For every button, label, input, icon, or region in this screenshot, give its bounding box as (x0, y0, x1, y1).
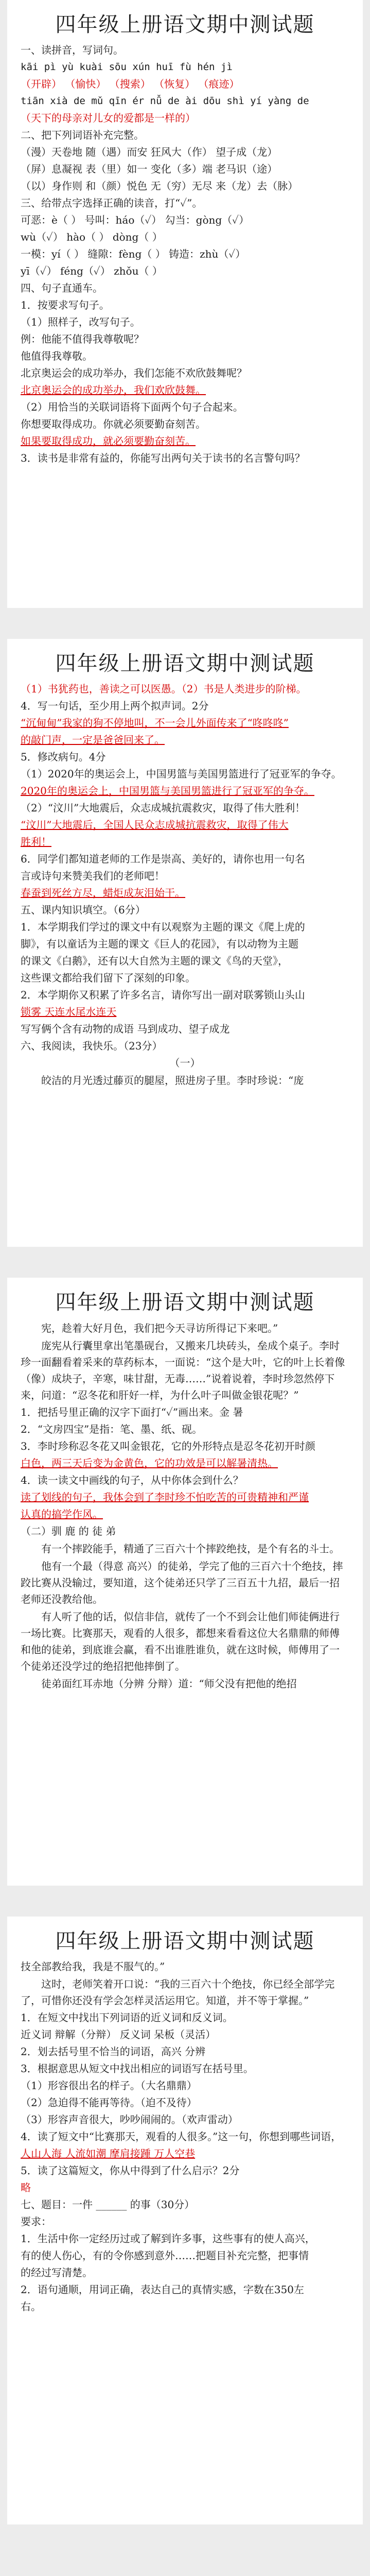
text-line: 读了划线的句子，我体会到了李时珍不怕吃苦的可贵精神和严谨 (21, 1491, 309, 1503)
text-line: 3．李时珍称忍冬花又叫金银花，它的外形特点是忍冬花初开时颜 (21, 1440, 315, 1452)
text-line: （一） (169, 1057, 201, 1069)
text-line: wù（✓） hào（ ） dòng（ ） (21, 231, 163, 243)
text-line: （1）照样子，改写句子。 (21, 316, 140, 328)
text-line: 1．生活中你一定经历过或了解到许多事，这些事有的使人高兴， (21, 2232, 315, 2245)
page-2 (7, 639, 363, 1247)
text-line: 有的使人伤心，有的令你感到意外……把题目补充完整，把事情 (21, 2249, 309, 2262)
text-line: 这些课文都给我们留下了深刻的印象。 (21, 972, 196, 984)
text-line: （漫）天卷地 随（遇）而安 狂风大（作） 望子成（龙） (21, 146, 278, 158)
text-line: 右。 (21, 2300, 41, 2313)
text-line: “汶川”大地震后，全国人民众志成城抗震救灾，取得了伟大 (21, 819, 289, 831)
text-line: 二、把下列词语补充完整。 (21, 129, 144, 141)
text-line: 1．在短文中找出下列词语的近义词和反义词。 (21, 2011, 233, 2024)
question-list (21, 1959, 349, 2315)
text-line: 庞宪从行囊里拿出笔墨砚台，又搬来几块砖头，垒成个桌子。李时珍一面翻看着采来的草药标本，一面说：“这个是大叶，它的叶上长着像（像）成块子，辛寒，味甘甜，无毒……”说着说着，李时珍忽然停下来，问道：“忍冬花和肝好一样，为什么叶子叫做金银花呢？” (21, 1340, 345, 1401)
question-list (21, 681, 349, 1089)
text-line: 白色，两三天后变为金黄色，它的功效是可以解暑清热。 (21, 1457, 278, 1469)
text-line: tiān xià de mǔ qīn ér nǚ de ài dōu shì yí yàng de (21, 95, 309, 107)
text-line: 可恶：è（ ） 号叫：háo（✓） 勾当：gòng（✓） (21, 214, 250, 226)
text-line: 一、读拼音，写词句。 (21, 44, 124, 56)
text-line: 北京奥运会的成功举办，我们欢欣鼓舞。 (21, 384, 206, 396)
text-line: 胜利！ (21, 836, 51, 848)
text-line: 你想要取得成功。你就必须要勤奋刻苦。 (21, 418, 206, 430)
text-line: （3）形容声音很大，吵吵闹闹的。（欢声雷动） (21, 2113, 238, 2126)
text-line: 徒弟面红耳赤地（分辨 分辩）道：“师父没有把他的绝招 (41, 1677, 297, 1690)
text-line: 春蚕到死丝方尽，蜡炬成灰泪始干。 (21, 887, 185, 899)
page-4 (7, 1917, 363, 2524)
text-line: 锁雾 天连水尾水连天 (21, 1006, 117, 1018)
text-line: （天下的母亲对儿女的爱都是一样的） (21, 112, 196, 124)
text-line: 1．按要求写句子。 (21, 299, 110, 311)
text-line: 宪，趁着大好月色，我们把今天寻访所得记下来吧。” (41, 1322, 278, 1334)
text-line: （1）书犹药也，善读之可以医愚。（2）书是人类进步的阶梯。 (21, 683, 307, 695)
page-title: 四年级上册语文期中测试题 (55, 13, 315, 37)
text-line: 例：他能不值得我尊敬呢？ (21, 333, 144, 345)
text-line: kāi pì yù kuài sōu xún huī fù hén jì (21, 61, 233, 73)
text-line: 的课文《白鹅》，还有以大自然为主题的课文《鸟的天堂》， (21, 955, 288, 967)
text-line: 人山人海 人流如潮 摩肩接踵 万人空巷 (21, 2147, 196, 2160)
text-line: 2．本学期你又积累了许多名言，请你写出一副对联雾锁山头山 (21, 989, 305, 1001)
question-list (21, 42, 349, 466)
text-line: 1．本学期我们学过的课文中有以观察为主题的课文《爬上虎的 (21, 921, 305, 933)
text-line: 2．“文房四宝”是指：笔、墨、纸、砚。 (21, 1423, 203, 1435)
text-line: 六、我阅读，我快乐。（23分） (21, 1040, 163, 1052)
text-line: 有一个摔跤能手，精通了三百六十个摔跤绝技，是个有名的斗士。 (41, 1543, 340, 1555)
text-line: 5．读了这篇短文，你从中得到了什么启示？2分 (21, 2164, 240, 2177)
text-line: yī（✓） féng（✓） zhǒu（ ） (21, 265, 163, 277)
text-line: 技全部教给我，我是不服气的。” (21, 1960, 165, 1973)
text-line: 2．划去括号里不恰当的词语，高兴 分辨 (21, 2045, 206, 2058)
text-line: （以）身作则 和（颜）悦色 无（穷）无尽 来（龙）去（脉） (21, 180, 298, 192)
text-line: （屏）息凝视 表（里）如一 变化（多）端 老马识（途） (21, 163, 278, 175)
page-title: 四年级上册语文期中测试题 (55, 652, 315, 675)
text-line: 1．把括号里正确的汉字下面打“✓”画出来。金 暑 (21, 1406, 243, 1418)
text-line: 5．修改病句。4分 (21, 751, 106, 763)
text-line: 要求： (21, 2215, 51, 2228)
text-line: （1）形容很出名的样子。（大名鼎鼎） (21, 2079, 197, 2092)
page-title: 四年级上册语文期中测试题 (55, 1291, 315, 1314)
question-list (21, 1320, 349, 1692)
text-line: 4．写一句话，至少用上两个拟声词。2分 (21, 700, 209, 712)
text-line: 这时，老师笑着开口说：“我的三百六十个绝技，你已经全部学完了，可惜你还没有学会怎样灵活运用它。知道，并不等于掌握。” (21, 1978, 335, 2007)
text-line: 言或诗句来赞美我们的老师吧！ (21, 870, 165, 882)
text-line: 2．语句通顺，用词正确，表达自己的真情实感，字数在350左 (21, 2283, 304, 2296)
text-line: 3．读书是非常有益的，你能写出两句关于读书的名言警句吗？ (21, 452, 305, 464)
text-line: 三、给带点字选择正确的读音，打“✓”。 (21, 197, 203, 209)
text-line: 北京奥运会的成功举办，我们怎能不欢欣鼓舞呢？ (21, 367, 247, 379)
page-3 (7, 1278, 363, 1886)
text-line: 的敲门声，一定是爸爸回来了。 (21, 734, 165, 746)
text-line: 6．同学们都知道老师的工作是崇高、美好的，请你也用一句名 (21, 853, 305, 865)
text-line: 他值得我尊敬。 (21, 350, 93, 362)
text-line: 七、题目：一件 ______ 的事（30分） (21, 2198, 195, 2211)
text-line: （开辟） （愉快） （搜索） （恢复） （痕迹） (21, 78, 240, 90)
page-title: 四年级上册语文期中测试题 (55, 1929, 315, 1953)
text-line: 4．读一读文中画线的句子，从中你体会到什么？ (21, 1474, 243, 1486)
text-line: 略 (21, 2181, 31, 2194)
text-line: （1）2020年的奥运会上，中国男篮与美国男篮进行了冠亚军的争夺。 (21, 768, 342, 780)
text-line: 写写俩个含有动物的成语 马到成功、望子成龙 (21, 1023, 230, 1035)
text-line: 2020年的奥运会上，中国男篮与美国男篮进行了冠亚军的争夺。 (21, 785, 314, 797)
page-1 (7, 0, 363, 608)
text-line: 皎洁的月光透过藤页的腿屋，照进房子里。李时珍说：“庞 (41, 1074, 304, 1087)
text-line: 认真的搞学作风。 (21, 1508, 103, 1520)
text-line: （2）急迫得不能再等待。（迫不及待） (21, 2096, 197, 2109)
text-line: 的经过写清楚。 (21, 2266, 93, 2279)
text-line: 近义词 辩解（分辩） 反义词 呆板（灵活） (21, 2028, 216, 2041)
text-line: （2）“汶川”大地震后，众志成城抗震救灾，取得了伟大胜利！ (21, 802, 306, 814)
text-line: 一模：yí（ ） 缝隙：fèng（ ） 铸造：zhù（✓） (21, 248, 246, 260)
text-line: 4．读了短文中“比赛那天，观看的人很多。”这一句，你想到哪些词语， (21, 2130, 342, 2143)
text-line: 如果要取得成功，就必须要勤奋刻苦。 (21, 435, 196, 447)
text-line: 四、句子直通车。 (21, 282, 103, 294)
text-line: “沉甸甸”我家的狗不停地叫，不一会儿外面传来了“咚咚咚” (21, 717, 289, 729)
text-line: 3．根据意思从短文中找出相应的词语写在括号里。 (21, 2062, 254, 2075)
text-line: （2）用恰当的关联词语将下面两个句子合起来。 (21, 401, 243, 413)
text-line: 脚》，有以童话为主题的课文《巨人的花园》，有以动物为主题 (21, 938, 298, 950)
text-line: 五、课内知识填空。（6分） (21, 904, 146, 916)
text-line: 有人听了他的话，似信非信，就传了一个不到会让他们师徒俩进行一场比赛。比赛那天，观看的人很多，都想来看看这位大名鼎鼎的师傅和他的徒弟，到底谁会赢，看不出谁胜谁负，就在这时候，师傅用了一个徒弟还没学过的绝招把他摔倒了。 (21, 1611, 340, 1672)
text-line: （二）驯 鹿 的 徒 弟 (21, 1525, 116, 1537)
text-line: 他有一个最（得意 高兴）的徒弟，学完了他的三百六十个绝技，摔跤比赛从没输过，要知道，这个徒弟还只学了三百五十九招，最后一招老师还没教给他。 (21, 1560, 343, 1605)
